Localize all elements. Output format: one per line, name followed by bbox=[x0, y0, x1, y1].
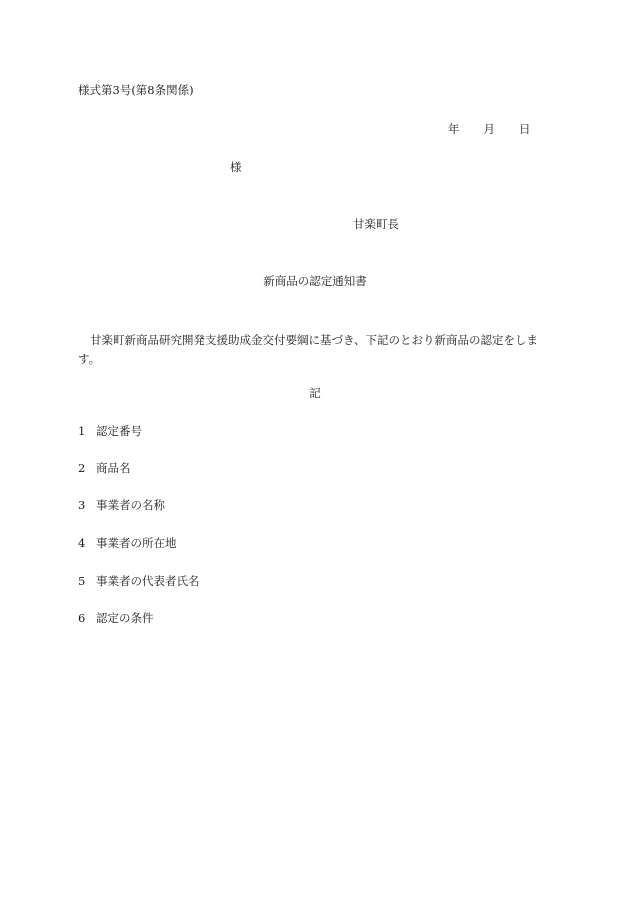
date-line bbox=[448, 124, 531, 136]
item-label: 事業者の代表者氏名 bbox=[96, 574, 200, 588]
item-business-name bbox=[78, 500, 165, 512]
ki-heading: 記 bbox=[309, 386, 321, 400]
item-label: 認定番号 bbox=[96, 424, 142, 438]
body-text: 甘楽町新商品研究開発支援助成金交付要綱に基づき、下記のとおり新商品の認定をします。 bbox=[78, 333, 539, 366]
item-label: 認定の条件 bbox=[96, 611, 154, 625]
item-label: 事業者の名称 bbox=[96, 498, 165, 512]
item-certification-conditions bbox=[78, 613, 154, 625]
item-product-name bbox=[78, 463, 131, 475]
item-business-address bbox=[78, 538, 177, 550]
addressee-suffix: 様 bbox=[230, 160, 242, 174]
item-representative-name bbox=[78, 576, 200, 588]
date-day: 日 bbox=[519, 122, 531, 136]
item-number: 6 bbox=[78, 611, 86, 625]
item-certification-number bbox=[78, 426, 142, 438]
issuer-name: 甘楽町長 bbox=[353, 217, 399, 231]
item-number: 5 bbox=[78, 574, 86, 588]
form-number: 様式第3号(第8条関係) bbox=[78, 83, 194, 97]
item-number: 2 bbox=[78, 461, 86, 475]
date-year: 年 bbox=[448, 122, 460, 136]
item-label: 商品名 bbox=[96, 461, 131, 475]
date-month: 月 bbox=[483, 122, 495, 136]
item-number: 1 bbox=[78, 424, 86, 438]
item-label: 事業者の所在地 bbox=[96, 536, 177, 550]
item-number: 3 bbox=[78, 498, 86, 512]
item-number: 4 bbox=[78, 536, 86, 550]
document-title: 新商品の認定通知書 bbox=[263, 274, 367, 288]
